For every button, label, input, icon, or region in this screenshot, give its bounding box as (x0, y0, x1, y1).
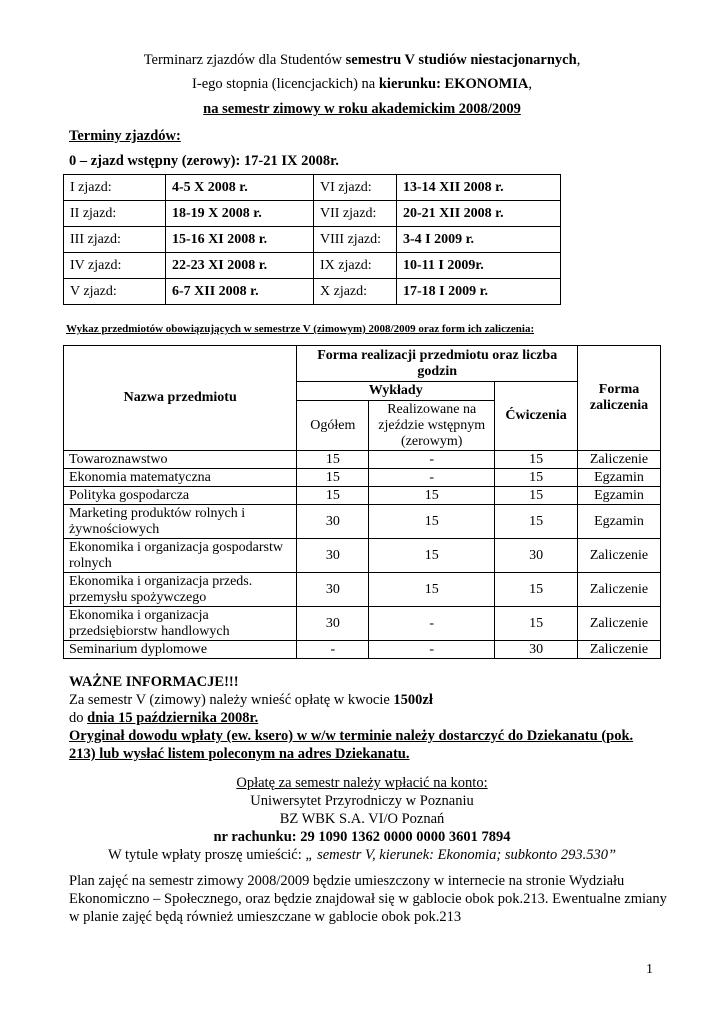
table-row (64, 469, 661, 487)
table-row (64, 573, 661, 607)
fee-amount-line: Za semestr V (zimowy) należy wnieść opłatę w kwocie 1500zł (69, 692, 433, 708)
hours-exercises: 15 (495, 607, 578, 641)
zjazd-label: VIII zjazd: (314, 227, 397, 253)
zjazd-date: 20-21 XII 2008 r. (397, 201, 561, 227)
assessment-form: Egzamin (578, 487, 661, 505)
header-nazwa: Nazwa przedmiotu (64, 346, 297, 451)
receipt-instruction-1: Oryginał dowodu wpłaty (ew. ksero) w w/w terminie należy dostarczyć do Dziekanatu (pok. (69, 728, 634, 744)
hours-total: 30 (297, 505, 369, 539)
zjazd-label: IV zjazd: (64, 253, 166, 279)
subject-name: Ekonomia matematyczna (64, 469, 297, 487)
zjazd-date: 4-5 X 2008 r. (166, 175, 314, 201)
zjazd-date: 10-11 I 2009r. (397, 253, 561, 279)
table-row (64, 539, 661, 573)
hours-total: 30 (297, 573, 369, 607)
hours-total: 15 (297, 469, 369, 487)
subject-name: Seminarium dyplomowe (64, 641, 297, 659)
page-number: 1 (646, 962, 653, 977)
zjazd-label: V zjazd: (64, 279, 166, 305)
table-row (64, 227, 561, 253)
payment-heading: Opłatę za semestr należy wpłacić na konto: (236, 775, 488, 791)
zjazd-label: III zjazd: (64, 227, 166, 253)
payment-title: W tytule wpłaty proszę umieścić: „ semestr V, kierunek: Ekonomia; subkonto 293.530” (107, 847, 617, 863)
hours-exercises: 15 (495, 469, 578, 487)
hours-total: 15 (297, 451, 369, 469)
zjazd-zerowy: 0 – zjazd wstępny (zerowy): 17-21 IX 2008r. (69, 153, 339, 169)
table-row (64, 201, 561, 227)
assessment-form: Zaliczenie (578, 573, 661, 607)
zjazd-label: X zjazd: (314, 279, 397, 305)
wykaz-heading: Wykaz przedmiotów obowiązujących w semestrze V (zimowym) 2008/2009 oraz form ich zaliczenia: (66, 323, 535, 335)
zjazd-label: VI zjazd: (314, 175, 397, 201)
hours-intro: 15 (369, 539, 495, 573)
zjazd-date: 3-4 I 2009 r. (397, 227, 561, 253)
important-heading: WAŻNE INFORMACJE!!! (69, 674, 239, 690)
table-row (64, 641, 661, 659)
plan-info: Plan zajęć na semestr zimowy 2008/2009 będzie umieszczony w internecie na stronie Wydziału Ekonomiczno – Społecznego, oraz będzie znajdował się w gablocie obok pok.213. Ewentualne zmiany w planie zajęć będą również umieszczane w gablocie obok pok.213 (69, 873, 667, 925)
header-line-1: Terminarz zjazdów dla Studentów semestru V studiów niestacjonarnych, (143, 52, 581, 68)
receipt-instruction-2: 213) lub wysłać listem poleconym na adres Dziekanatu. (69, 746, 410, 762)
zjazd-label: VII zjazd: (314, 201, 397, 227)
header-line-2: I-ego stopnia (licencjackich) na kierunku: EKONOMIA, (192, 76, 532, 92)
table-row (64, 451, 661, 469)
assessment-form: Egzamin (578, 469, 661, 487)
terminy-heading: Terminy zjazdów: (69, 128, 181, 144)
table-row (64, 607, 661, 641)
hours-exercises: 15 (495, 573, 578, 607)
header-line-3: na semestr zimowy w roku akademickim 2008/2009 (203, 101, 521, 117)
header-forma-realizacji: Forma realizacji przedmiotu oraz liczba godzin (297, 346, 578, 382)
zjazd-label: I zjazd: (64, 175, 166, 201)
assessment-form: Zaliczenie (578, 539, 661, 573)
zjazd-date: 17-18 I 2009 r. (397, 279, 561, 305)
hours-total: 30 (297, 539, 369, 573)
subject-name: Ekonomika i organizacja gospodarstw rolnych (64, 539, 297, 573)
zjazd-date: 13-14 XII 2008 r. (397, 175, 561, 201)
subject-name: Ekonomika i organizacja przedsiębiorstw handlowych (64, 607, 297, 641)
zjazd-date: 6-7 XII 2008 r. (166, 279, 314, 305)
table-header-row (64, 346, 661, 382)
zjazd-date: 18-19 X 2008 r. (166, 201, 314, 227)
table-row (64, 279, 561, 305)
hours-total: 30 (297, 607, 369, 641)
header-ogolem: Ogółem (297, 401, 369, 451)
table-row (64, 175, 561, 201)
assessment-form: Zaliczenie (578, 451, 661, 469)
zjazd-date: 22-23 XI 2008 r. (166, 253, 314, 279)
hours-exercises: 15 (495, 451, 578, 469)
hours-exercises: 15 (495, 487, 578, 505)
hours-total: - (297, 641, 369, 659)
hours-intro: 15 (369, 505, 495, 539)
subject-name: Marketing produktów rolnych i żywnościowych (64, 505, 297, 539)
zjazd-label: II zjazd: (64, 201, 166, 227)
hours-intro: - (369, 451, 495, 469)
hours-intro: - (369, 469, 495, 487)
hours-exercises: 30 (495, 539, 578, 573)
payment-account: nr rachunku: 29 1090 1362 0000 0000 3601 7894 (213, 829, 511, 845)
hours-intro: 15 (369, 487, 495, 505)
table-row (64, 487, 661, 505)
hours-total: 15 (297, 487, 369, 505)
hours-exercises: 30 (495, 641, 578, 659)
subject-name: Ekonomika i organizacja przeds. przemysłu spożywczego (64, 573, 297, 607)
przedmioty-table (63, 345, 661, 659)
payment-bank: BZ WBK S.A. VI/O Poznań (279, 811, 445, 827)
header-wyklady: Wykłady (297, 382, 495, 401)
subject-name: Towaroznawstwo (64, 451, 297, 469)
table-row (64, 505, 661, 539)
zjazd-label: IX zjazd: (314, 253, 397, 279)
fee-deadline-line: do dnia 15 października 2008r. (69, 710, 259, 726)
hours-exercises: 15 (495, 505, 578, 539)
assessment-form: Zaliczenie (578, 641, 661, 659)
zjazdy-table (63, 174, 561, 305)
subject-name: Polityka gospodarcza (64, 487, 297, 505)
zjazd-date: 15-16 XI 2008 r. (166, 227, 314, 253)
header-cwiczenia: Ćwiczenia (495, 382, 578, 451)
header-forma-zaliczenia: Forma zaliczenia (578, 346, 661, 451)
table-row (64, 253, 561, 279)
assessment-form: Egzamin (578, 505, 661, 539)
assessment-form: Zaliczenie (578, 607, 661, 641)
hours-intro: 15 (369, 573, 495, 607)
hours-intro: - (369, 641, 495, 659)
header-realizowane: Realizowane na zjeździe wstępnym (zerowym) (369, 401, 495, 451)
payment-recipient: Uniwersytet Przyrodniczy w Poznaniu (250, 793, 474, 809)
hours-intro: - (369, 607, 495, 641)
